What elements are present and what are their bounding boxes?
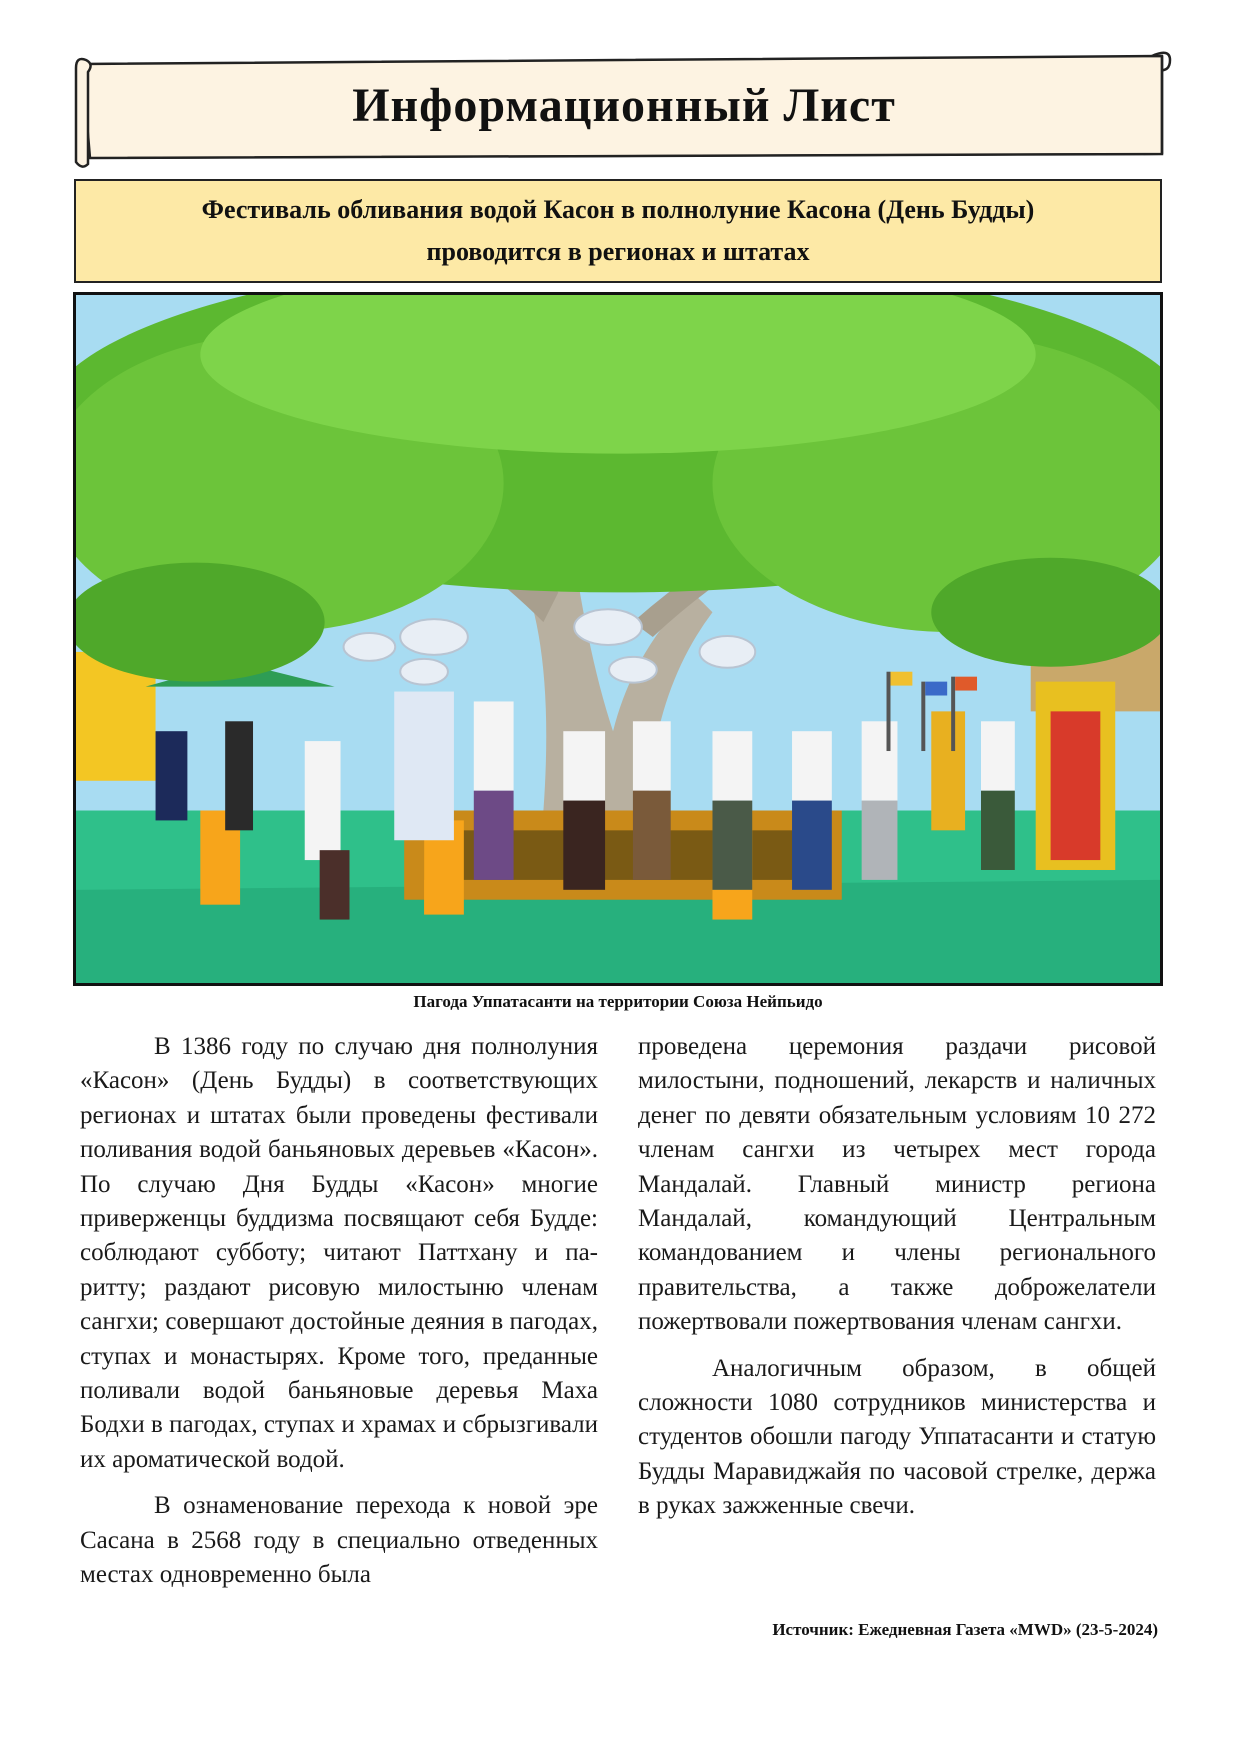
headline-line-1: Фестиваль обливания водой Касон в полнолуние Касона (День Будды) <box>201 195 1035 224</box>
article-column-right <box>638 1030 1156 1536</box>
headline-box <box>74 179 1162 283</box>
paragraph: Аналогичным образом, в общей сложности 1080 сотрудников министерства и студентов обошли пагоду Уппатасанти и статую Будды Маравиджайя по часовой стрелке, держа в руках зажженные свечи. <box>638 1354 1156 1520</box>
paragraph: В ознаменование перехода к новой эре Сасана в 2568 году в специально отведенных местах одновременно была <box>80 1492 598 1589</box>
photo <box>73 292 1163 986</box>
scroll-banner <box>72 46 1176 170</box>
headline <box>202 189 1035 273</box>
paragraph: проведена церемония раздачи рисовой милостыни, подношений, лекарств и наличных денег по девяти обязательным условиям 10 272 членам сангхи из четырех мест города Мандалай. Главный министр региона Мандалай, командующий Центральным командованием и члены регионального правительства, а также доброжелатели пожертвовали пожертвования членам сангхи. <box>638 1033 1156 1336</box>
bodhi-tree-ceremony-illustration <box>76 295 1160 983</box>
article-column-left <box>80 1030 598 1605</box>
headline-line-2: проводится в регионах и штатах <box>426 237 810 266</box>
photo-caption: Пагода Уппатасанти на территории Союза Нейпьидо <box>413 992 823 1011</box>
page-title: Информационный Лист <box>352 79 896 132</box>
source-attribution: Источник: Ежедневная Газета «MWD» (23-5-2024) <box>772 1620 1158 1639</box>
paragraph: В 1386 году по случаю дня полнолуния «Касон» (День Будды) в соответствующих регионах и штатах были проведены фестивали поливания водой баньяновых деревьев «Касон». По случаю Дня Будды «Касон» многие приверженцы буддизма посвящают себя Будде: соблюдают субботу; читают Паттхану и паритту; раздают рисовую милостыню членам сангхи; совершают достойные деяния в пагодах, ступах и монастырях. Кроме того, преданные поливали водой баньяновые деревья Маха Бодхи в пагодах, ступах и храмах и сбрызгивали их ароматической водой. <box>80 1033 598 1473</box>
